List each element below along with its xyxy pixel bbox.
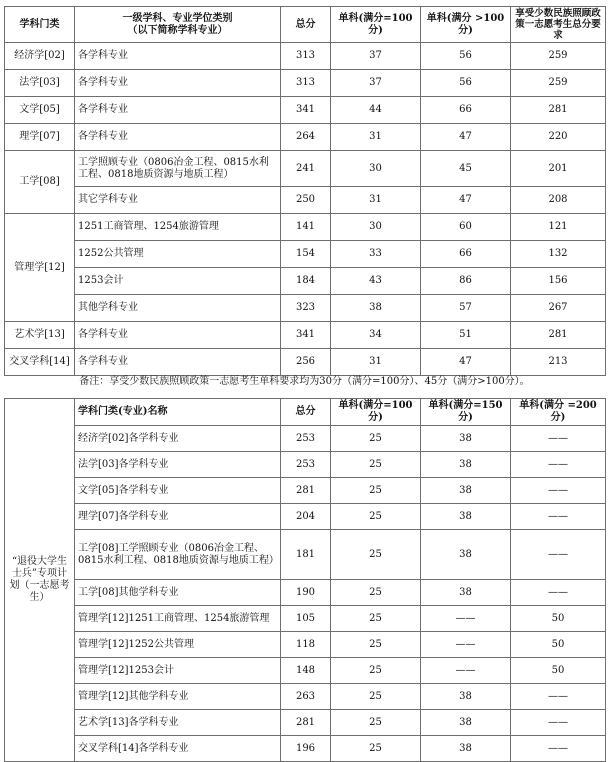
- single-200-cell: ——: [511, 736, 606, 762]
- table-row: [5, 530, 606, 580]
- single-100-cell: 25: [331, 478, 421, 504]
- single-100-cell: 37: [331, 43, 421, 70]
- header-single-100: 单科(满分=100分): [331, 399, 421, 426]
- single-100-cell: 25: [331, 736, 421, 762]
- single-200-cell: ——: [511, 710, 606, 736]
- major-cell: 其它学科专业: [75, 187, 281, 214]
- single-200-cell: 50: [511, 606, 606, 632]
- table-row: [5, 426, 606, 452]
- table-row: [5, 268, 606, 295]
- table-header-row: [5, 7, 606, 43]
- name-cell: 艺术学[13]各学科专业: [75, 710, 281, 736]
- single-gt100-cell: 47: [421, 187, 511, 214]
- table-row: [5, 684, 606, 710]
- total-cell: 341: [281, 322, 331, 349]
- single-150-cell: 38: [421, 736, 511, 762]
- single-150-cell: 38: [421, 478, 511, 504]
- minority-cell: 121: [511, 214, 606, 241]
- single-100-cell: 25: [331, 580, 421, 606]
- header-single-200: 单科(满分 =200分): [511, 399, 606, 426]
- single-100-cell: 25: [331, 426, 421, 452]
- major-cell: 其他学科专业: [75, 295, 281, 322]
- single-gt100-cell: 47: [421, 124, 511, 151]
- name-cell: 工学[08]工学照顾专业（0806冶金工程、0815水利工程、0818地质资源与地质工程）: [75, 530, 281, 580]
- minority-cell: 201: [511, 151, 606, 187]
- single-200-cell: ——: [511, 426, 606, 452]
- total-cell: 253: [281, 426, 331, 452]
- total-cell: 341: [281, 97, 331, 124]
- table-row: [5, 151, 606, 187]
- single-200-cell: 50: [511, 632, 606, 658]
- major-cell: 各学科专业: [75, 70, 281, 97]
- minority-cell: 281: [511, 322, 606, 349]
- single-100-cell: 38: [331, 295, 421, 322]
- score-table-veteran: [4, 398, 606, 762]
- total-cell: 281: [281, 478, 331, 504]
- major-cell: 各学科专业: [75, 97, 281, 124]
- table-row: [5, 478, 606, 504]
- table-row: [5, 710, 606, 736]
- header-minority: 享受少数民族照顾政策一志愿考生总分要求: [511, 7, 606, 43]
- table-row: [5, 241, 606, 268]
- header-single-100: 单科(满分=100分): [331, 7, 421, 43]
- major-cell: 工学照顾专业（0806冶金工程、0815水利工程、0818地质资源与地质工程）: [75, 151, 281, 187]
- table-row: [5, 214, 606, 241]
- single-gt100-cell: 86: [421, 268, 511, 295]
- total-cell: 323: [281, 295, 331, 322]
- total-cell: 154: [281, 241, 331, 268]
- table-row: [5, 97, 606, 124]
- single-gt100-cell: 45: [421, 151, 511, 187]
- single-150-cell: 38: [421, 426, 511, 452]
- table-row: [5, 632, 606, 658]
- single-gt100-cell: 66: [421, 241, 511, 268]
- single-gt100-cell: 56: [421, 43, 511, 70]
- single-100-cell: 31: [331, 349, 421, 376]
- single-100-cell: 44: [331, 97, 421, 124]
- total-cell: 118: [281, 632, 331, 658]
- total-cell: 196: [281, 736, 331, 762]
- single-100-cell: 43: [331, 268, 421, 295]
- total-cell: 250: [281, 187, 331, 214]
- single-gt100-cell: 57: [421, 295, 511, 322]
- single-150-cell: ——: [421, 606, 511, 632]
- total-cell: 313: [281, 43, 331, 70]
- total-cell: 256: [281, 349, 331, 376]
- single-150-cell: ——: [421, 658, 511, 684]
- minority-cell: 259: [511, 70, 606, 97]
- minority-cell: 208: [511, 187, 606, 214]
- major-cell: 1252公共管理: [75, 241, 281, 268]
- category-cell: 管理学[12]: [5, 214, 75, 322]
- major-cell: 1251工商管理、1254旅游管理: [75, 214, 281, 241]
- name-cell: 文学[05]各学科专业: [75, 478, 281, 504]
- total-cell: 141: [281, 214, 331, 241]
- category-cell: 文学[05]: [5, 97, 75, 124]
- single-100-cell: 25: [331, 684, 421, 710]
- table-row: [5, 124, 606, 151]
- single-gt100-cell: 60: [421, 214, 511, 241]
- table-row: [5, 70, 606, 97]
- major-cell: 1253会计: [75, 268, 281, 295]
- table-row: [5, 606, 606, 632]
- category-cell: 艺术学[13]: [5, 322, 75, 349]
- single-150-cell: 38: [421, 530, 511, 580]
- minority-cell: 132: [511, 241, 606, 268]
- total-cell: 190: [281, 580, 331, 606]
- single-100-cell: 34: [331, 322, 421, 349]
- category-cell: 交叉学科[14]: [5, 349, 75, 376]
- single-200-cell: ——: [511, 452, 606, 478]
- total-cell: 241: [281, 151, 331, 187]
- total-cell: 184: [281, 268, 331, 295]
- single-100-cell: 31: [331, 124, 421, 151]
- name-cell: 工学[08]其他学科专业: [75, 580, 281, 606]
- name-cell: 法学[03]各学科专业: [75, 452, 281, 478]
- name-cell: 管理学[12]1252公共管理: [75, 632, 281, 658]
- single-gt100-cell: 51: [421, 322, 511, 349]
- total-cell: 281: [281, 710, 331, 736]
- single-200-cell: ——: [511, 478, 606, 504]
- table-row: [5, 322, 606, 349]
- single-100-cell: 33: [331, 241, 421, 268]
- single-100-cell: 25: [331, 504, 421, 530]
- table-row: [5, 43, 606, 70]
- single-150-cell: 38: [421, 580, 511, 606]
- name-cell: 管理学[12]1251工商管理、1254旅游管理: [75, 606, 281, 632]
- header-major-text: 一级学科、专业学位类别 （以下简称学科专业）: [122, 12, 233, 36]
- total-cell: 313: [281, 70, 331, 97]
- single-gt100-cell: 47: [421, 349, 511, 376]
- total-cell: 253: [281, 452, 331, 478]
- total-cell: 204: [281, 504, 331, 530]
- header-single-150: 单科(满分=150分): [421, 399, 511, 426]
- name-cell: 交叉学科[14]各学科专业: [75, 736, 281, 762]
- table-row: [5, 504, 606, 530]
- table-row: [5, 580, 606, 606]
- total-cell: 181: [281, 530, 331, 580]
- name-cell: 经济学[02]各学科专业: [75, 426, 281, 452]
- single-200-cell: ——: [511, 580, 606, 606]
- category-cell: 工学[08]: [5, 151, 75, 214]
- header-category: 学科门类: [5, 7, 75, 43]
- single-100-cell: 25: [331, 530, 421, 580]
- major-cell: 各学科专业: [75, 43, 281, 70]
- table-row: [5, 452, 606, 478]
- total-cell: 263: [281, 684, 331, 710]
- category-cell: 理学[07]: [5, 124, 75, 151]
- single-100-cell: 37: [331, 70, 421, 97]
- major-cell: 各学科专业: [75, 349, 281, 376]
- table-header-row: [5, 399, 606, 426]
- header-major: [75, 7, 281, 43]
- single-150-cell: ——: [421, 632, 511, 658]
- single-150-cell: 38: [421, 710, 511, 736]
- total-cell: 105: [281, 606, 331, 632]
- single-200-cell: 50: [511, 658, 606, 684]
- score-table-general: [4, 6, 606, 376]
- remark-note: 备注：享受少数民族照顾政策一志愿考生单科要求均为30分（满分=100分）、45分（满分>100分）。: [79, 376, 530, 387]
- header-total: 总分: [281, 7, 331, 43]
- name-cell: 管理学[12]其他学科专业: [75, 684, 281, 710]
- name-cell: 管理学[12]1253会计: [75, 658, 281, 684]
- single-100-cell: 31: [331, 187, 421, 214]
- single-100-cell: 25: [331, 606, 421, 632]
- single-100-cell: 30: [331, 151, 421, 187]
- minority-cell: 213: [511, 349, 606, 376]
- minority-cell: 220: [511, 124, 606, 151]
- single-150-cell: 38: [421, 452, 511, 478]
- minority-cell: 281: [511, 97, 606, 124]
- name-cell: 理学[07]各学科专业: [75, 504, 281, 530]
- total-cell: 148: [281, 658, 331, 684]
- major-cell: 各学科专业: [75, 124, 281, 151]
- single-gt100-cell: 56: [421, 70, 511, 97]
- table-row: [5, 295, 606, 322]
- single-100-cell: 25: [331, 452, 421, 478]
- veteran-group-cell: “退役大学生士兵”专项计划（一志愿考生）: [5, 399, 75, 762]
- minority-cell: 267: [511, 295, 606, 322]
- table-row: [5, 187, 606, 214]
- header-total: 总分: [281, 399, 331, 426]
- single-100-cell: 25: [331, 658, 421, 684]
- single-100-cell: 25: [331, 710, 421, 736]
- single-gt100-cell: 66: [421, 97, 511, 124]
- header-single-gt100: 单科(满分 >100分): [421, 7, 511, 43]
- single-150-cell: 38: [421, 684, 511, 710]
- minority-cell: 156: [511, 268, 606, 295]
- category-cell: 经济学[02]: [5, 43, 75, 70]
- header-name: 学科门类(专业)名称: [75, 399, 281, 426]
- category-cell: 法学[03]: [5, 70, 75, 97]
- major-cell: 各学科专业: [75, 322, 281, 349]
- single-200-cell: ——: [511, 684, 606, 710]
- single-150-cell: 38: [421, 504, 511, 530]
- single-200-cell: ——: [511, 530, 606, 580]
- total-cell: 264: [281, 124, 331, 151]
- minority-cell: 259: [511, 43, 606, 70]
- table-row: [5, 658, 606, 684]
- single-200-cell: ——: [511, 504, 606, 530]
- single-100-cell: 30: [331, 214, 421, 241]
- table-row: [5, 736, 606, 762]
- single-100-cell: 25: [331, 632, 421, 658]
